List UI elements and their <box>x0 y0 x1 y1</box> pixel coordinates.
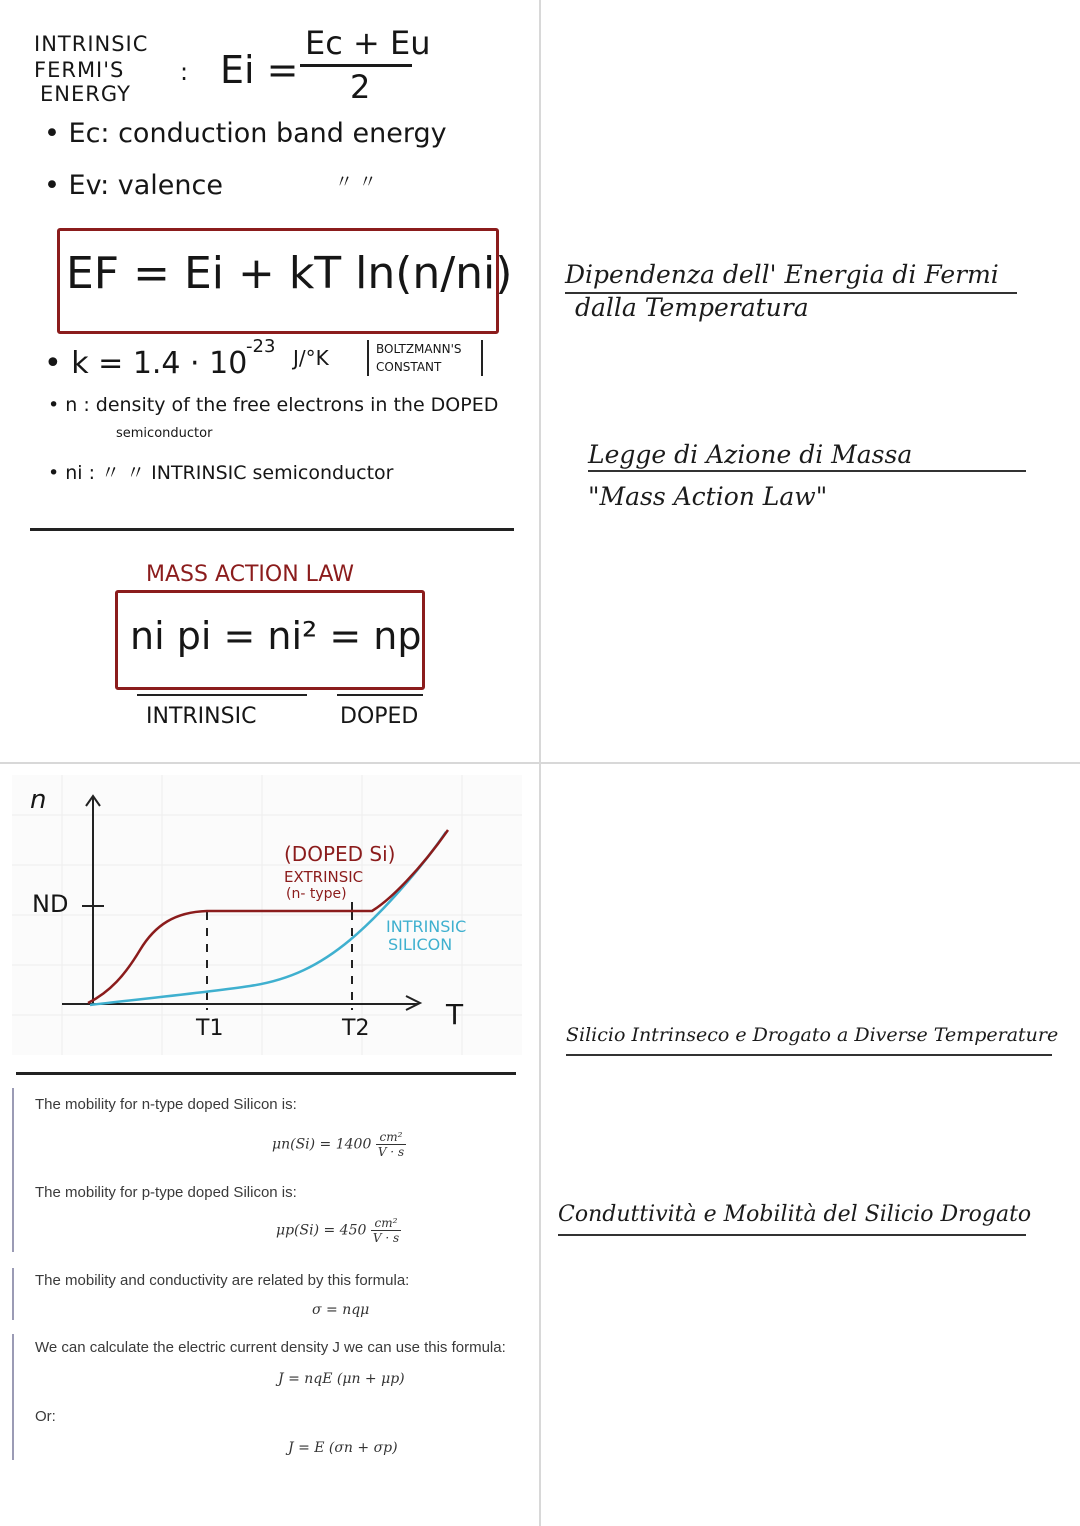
n-definition-cont: semiconductor <box>116 426 213 441</box>
doped-underbrace <box>337 694 423 696</box>
relation-text: The mobility and conductivity are related by this formula: <box>35 1272 410 1289</box>
mobility-p-text: The mobility for p-type doped Silicon is: <box>35 1184 297 1201</box>
graph-x-label: T <box>446 998 464 1031</box>
intrinsic-curve-label-1: INTRINSIC <box>386 917 467 936</box>
conductivity-title-underline <box>558 1234 1026 1236</box>
ni-definition: • ni : 〃 〃 INTRINSIC semiconductor <box>48 462 394 484</box>
quote-bar-1 <box>12 1088 14 1252</box>
mobility-p-unit <box>371 1216 401 1245</box>
fermi-temperature-title-line-1: Dipendenza dell' Energia di Fermi <box>565 260 999 289</box>
label-line-3: ENERGY <box>40 82 131 106</box>
doped-curve-label-2: EXTRINSIC <box>284 868 364 886</box>
mass-action-title: MASS ACTION LAW <box>146 562 355 587</box>
silicon-temperature-title: Silicio Intrinseco e Drogato a Diverse Temperature <box>566 1024 1059 1046</box>
conductivity-mobility-title: Conduttività e Mobilità del Silicio Drogato <box>558 1202 1032 1227</box>
mobility-p-value: μp(Si) = 450 <box>276 1222 367 1239</box>
intrinsic-label: INTRINSIC <box>146 704 257 729</box>
mobility-n-unit-den: V · s <box>377 1145 405 1159</box>
k-unit: J/°K <box>293 346 329 370</box>
mobility-p-unit-num: cm² <box>371 1216 401 1231</box>
boltzmann-note-2: CONSTANT <box>376 360 442 374</box>
quote-bar-2 <box>12 1268 14 1320</box>
mass-action-formula: ni pi = ni² = np <box>130 614 422 658</box>
graph-nd-label: ND <box>32 890 69 918</box>
mobility-n-text: The mobility for n-type doped Silicon is: <box>35 1096 297 1113</box>
label-line-2: FERMI'S <box>34 58 125 82</box>
n-definition: • n : density of the free electrons in the DOPED <box>48 394 499 416</box>
mass-title-underline <box>588 470 1026 472</box>
ei-numerator: Ec + Eu <box>305 24 431 62</box>
doped-curve-label-1: (DOPED Si) <box>284 842 396 866</box>
graph-y-label: n <box>30 785 47 815</box>
relation-formula: σ = nqμ <box>312 1302 370 1318</box>
intrinsic-curve-label-2: SILICON <box>388 935 453 954</box>
section-rule-1 <box>30 528 514 531</box>
current-formula-2: J = E (σn + σp) <box>288 1440 398 1456</box>
mobility-n-unit <box>376 1130 406 1159</box>
graph-t1-label: T1 <box>196 1016 224 1041</box>
silicon-title-underline <box>566 1054 1052 1056</box>
k-exponent: -23 <box>246 336 276 357</box>
mobility-n-value: μn(Si) = 1400 <box>272 1136 372 1153</box>
or-text: Or: <box>35 1408 56 1425</box>
mobility-p-unit-den: V · s <box>372 1231 400 1245</box>
boltzmann-note-1: BOLTZMANN'S <box>376 342 462 356</box>
mass-action-law-title-line-1: Legge di Azione di Massa <box>588 440 913 469</box>
graph-t2-label: T2 <box>342 1016 370 1041</box>
bullet-ec: • Ec: conduction band energy <box>44 118 447 149</box>
doped-label: DOPED <box>340 704 419 729</box>
ei-denominator: 2 <box>350 68 371 106</box>
section-rule-2 <box>16 1072 516 1075</box>
current-text: We can calculate the electric current density J we can use this formula: <box>35 1339 506 1356</box>
k-line: • k = 1.4 · 10 <box>44 346 248 381</box>
intrinsic-underbrace <box>137 694 307 696</box>
mobility-p-formula <box>276 1216 401 1245</box>
bullet-ev: • Ev: valence <box>44 170 223 201</box>
ditto-marks: 〃 〃 <box>335 172 377 193</box>
label-line-1: INTRINSIC <box>34 32 149 56</box>
colon: : <box>180 58 189 86</box>
ei-lhs: Ei = <box>220 48 299 92</box>
doped-curve-label-3: (n- type) <box>286 886 347 902</box>
quote-bar-3 <box>12 1334 14 1460</box>
ei-fraction-bar <box>300 64 412 67</box>
mobility-n-unit-num: cm² <box>376 1130 406 1145</box>
fermi-temperature-title-line-2: dalla Temperatura <box>575 293 809 322</box>
mass-action-law-title-line-2: "Mass Action Law" <box>588 482 828 511</box>
fermi-formula: EF = Ei + kT ln(n/ni) <box>66 248 513 299</box>
current-formula: J = nqE (μn + μp) <box>278 1371 405 1387</box>
mobility-n-formula <box>272 1130 406 1159</box>
